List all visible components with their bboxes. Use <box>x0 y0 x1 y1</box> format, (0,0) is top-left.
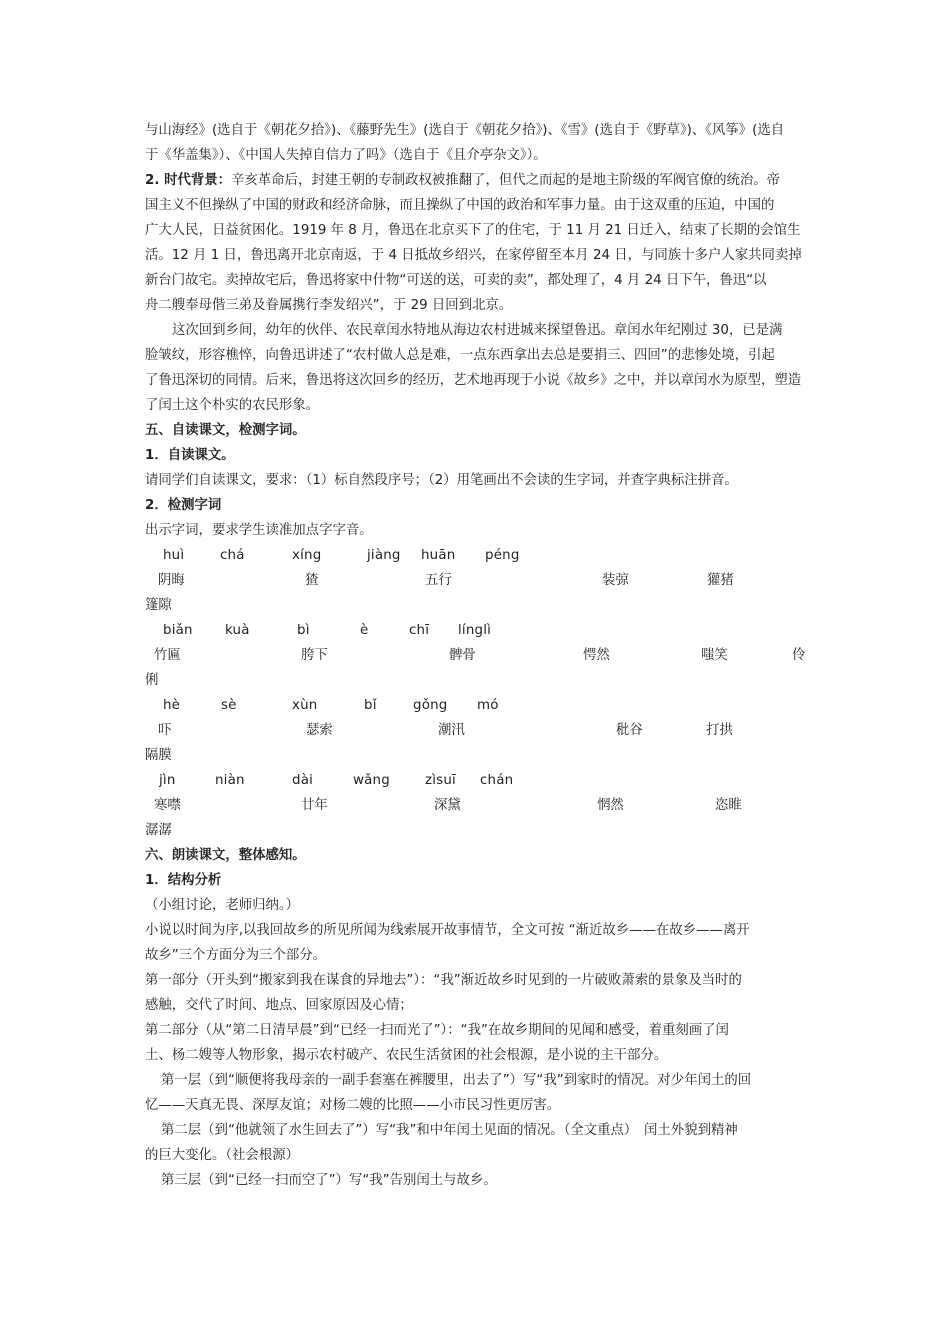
background-line-5: 新台门故宅。卖掉故宅后，鲁迅将家中什物“可送的送，可卖的卖”，都处理了，4 月 24 日下午，鲁迅“以 <box>145 273 767 288</box>
works-line-2: 于《华盖集》）、《中国人失掉自信力了吗》（选自于《且介亭杂文》）。 <box>145 148 547 163</box>
word: 惘然 <box>597 798 624 813</box>
word: 吓 <box>158 723 172 738</box>
pinyin: gǒng <box>413 698 448 713</box>
pinyin: chán <box>480 773 514 788</box>
word: 五行 <box>425 573 452 588</box>
pinyin: chá <box>220 548 245 563</box>
pinyin: niàn <box>215 773 245 788</box>
section6-note: （小组讨论，老师归纳。） <box>145 898 299 913</box>
word: 打拱 <box>706 723 733 738</box>
pinyin: línglì <box>458 623 492 638</box>
pinyin-row-2 <box>145 618 810 643</box>
background-line-3: 广大人民，日益贫困化。1919 年 8 月，鲁迅在北京买下了的住宅，于 11 月 21 日迁入，结束了长期的会馆生 <box>145 223 801 238</box>
pinyin: è <box>360 623 369 638</box>
word-row-2 <box>145 643 810 668</box>
pinyin-row-4 <box>145 768 810 793</box>
document-page <box>145 118 810 1193</box>
word-wrap-4: 潺潺 <box>145 823 172 838</box>
part2-line-1: 第二部分（从“第二日清早晨”到“已经一扫而光了”）：“我”在故乡期间的见闻和感受，着重刻画了闰 <box>145 1023 729 1038</box>
background-line-4: 活。12 月 1 日，鲁迅离开北京南返，于 4 日抵故乡绍兴，在家停留至本月 24 日，与同族十多户人家共同卖掉 <box>145 248 802 263</box>
section5-sub2-heading: 2．检测字词 <box>145 498 222 513</box>
pinyin: bì <box>297 623 310 638</box>
word: 廿年 <box>301 798 328 813</box>
layer3-line-1: 第三层（到“已经一扫而空了”）写“我”告别闰土与故乡。 <box>161 1173 497 1188</box>
pinyin: hè <box>163 698 181 713</box>
background-line-2: 国主义不但操纵了中国的财政和经济命脉，而且操纵了中国的政治和军事力量。由于这双重的压迫，中国的 <box>145 198 775 213</box>
section5-sub1-heading: 1．自读课文。 <box>145 448 235 463</box>
pinyin: kuà <box>225 623 250 638</box>
section6-heading: 六、朗读课文，整体感知。 <box>145 848 306 863</box>
return-line-3: 了鲁迅深切的同情。后来，鲁迅将这次回乡的经历，艺术地再现于小说《故乡》之中，并以章闰水为原型，塑造 <box>145 373 802 388</box>
word: 獾猪 <box>707 573 734 588</box>
pinyin: sè <box>221 698 237 713</box>
structure-intro-1: 小说以时间为序,以我回故乡的所见所闻为线索展开故事情节，全文可按 “渐近故乡——在故乡——离开 <box>145 923 750 938</box>
word: 瑟索 <box>306 723 333 738</box>
part1-line-1: 第一部分（开头到“搬家到我在谋食的异地去”）：“我”渐近故乡时见到的一片破败萧索的景象及当时的 <box>145 973 742 988</box>
word-wrap-1: 篷隙 <box>145 598 172 613</box>
word: 愕然 <box>583 648 610 663</box>
word: 深黛 <box>434 798 461 813</box>
layer1-line-1: 第一层（到“顺便将我母亲的一副手套塞在裤腰里，出去了”）写“我”到家时的情况。对少年闰土的回 <box>161 1073 752 1088</box>
part1-line-2: 感触，交代了时间、地点、回家原因及心情； <box>145 998 413 1013</box>
return-line-1: 这次回到乡间，幼年的伙伴、农民章闰水特地从海边农村进城来探望鲁迅。章闰水年纪刚过 30，已是满 <box>172 323 783 338</box>
word-wrap-3: 隔膜 <box>145 748 172 763</box>
word: 髀骨 <box>449 648 476 663</box>
background-line-6: 舟二艘奉母偕三弟及眷属携行李发绍兴”，于 29 日回到北京。 <box>145 298 513 313</box>
pinyin-row-1 <box>145 543 810 568</box>
section5-heading: 五、自读课文，检测字词。 <box>145 423 306 438</box>
word: 潮汛 <box>438 723 465 738</box>
return-line-4: 了闰土这个朴实的农民形象。 <box>145 398 320 413</box>
word: 竹匾 <box>154 648 181 663</box>
background-line-1 <box>145 168 810 193</box>
pinyin: xùn <box>292 698 318 713</box>
works-line-1: 与山海经》(选自于《朝花夕拾》)、《藤野先生》(选自于《朝花夕拾》)、《雪》(选自于《野草》)、《风筝》(选自 <box>145 123 785 138</box>
layer2-line-1: 第二层（到“他就领了水生回去了”）写“我”和中年闰土见面的情况。（全文重点） 闰土外貌到精神 <box>161 1123 738 1138</box>
word-row-4 <box>145 793 810 818</box>
pinyin-row-3 <box>145 693 810 718</box>
pinyin: zìsuī <box>425 773 456 788</box>
section6-sub1-heading: 1．结构分析 <box>145 873 222 888</box>
word: 阴晦 <box>158 573 185 588</box>
word: 猹 <box>305 573 319 588</box>
pinyin: dài <box>292 773 314 788</box>
return-line-2: 脸皱纹，形容樵悴，向鲁迅讲述了“农村做人总是难，一点东西拿出去总是要捐三、四回”的悲惨处境，引起 <box>145 348 775 363</box>
word: 恣睢 <box>715 798 742 813</box>
section5-sub1-text: 请同学们自读课文，要求：（1）标自然段序号；（2）用笔画出不会读的生字词，并查字典标注拼音。 <box>145 473 738 488</box>
word-wrap-2: 俐 <box>145 673 159 688</box>
layer1-line-2: 忆——天真无畏、深厚友谊；对杨二嫂的比照——小市民习性更厉害。 <box>145 1098 561 1113</box>
word: 嗤笑 <box>701 648 728 663</box>
pinyin: biǎn <box>163 623 193 638</box>
word: 装弶 <box>602 573 629 588</box>
pinyin: xíng <box>292 548 322 563</box>
word: 寒噤 <box>154 798 181 813</box>
pinyin: wǎng <box>353 773 390 788</box>
word: 秕谷 <box>616 723 643 738</box>
section5-sub2-text: 出示字词，要求学生读准加点字字音。 <box>145 523 373 538</box>
part2-line-2: 土、杨二嫂等人物形象，揭示农村破产、农民生活贫困的社会根源，是小说的主干部分。 <box>145 1048 668 1063</box>
pinyin: huì <box>163 548 185 563</box>
word: 胯下 <box>301 648 328 663</box>
pinyin: bǐ <box>364 698 377 713</box>
word-row-1 <box>145 568 810 593</box>
background-label: 2. 时代背景： <box>145 173 232 188</box>
pinyin: huān <box>421 548 456 563</box>
pinyin: jiàng <box>367 548 401 563</box>
pinyin: jìn <box>159 773 176 788</box>
layer2-line-2: 的巨大变化。（社会根源） <box>145 1148 299 1163</box>
pinyin: péng <box>485 548 520 563</box>
background-text-1: 辛亥革命后，封建王朝的专制政权被推翻了，但代之而起的是地主阶级的军阀官僚的统治。帝 <box>231 173 781 188</box>
pinyin: chī <box>409 623 430 638</box>
pinyin: mó <box>477 698 499 713</box>
word-row-3 <box>145 718 810 743</box>
word: 伶 <box>792 648 806 663</box>
structure-intro-2: 故乡”三个方面分为三个部分。 <box>145 948 327 963</box>
